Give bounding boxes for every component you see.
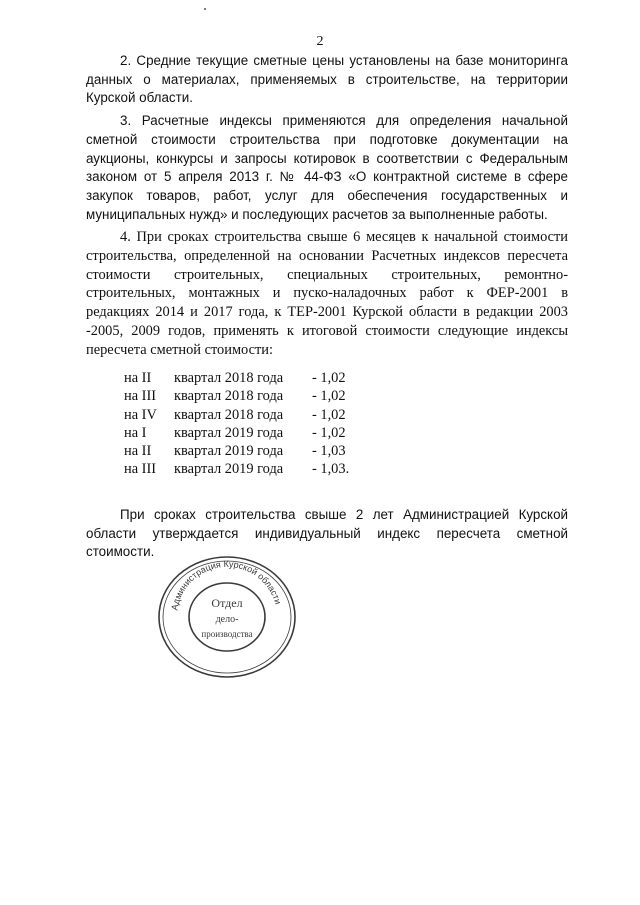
index-row: [124, 442, 372, 460]
index-value: - 1,02: [312, 424, 346, 441]
index-value: - 1,02: [312, 370, 346, 386]
stamp-ring-text: Администрация Курской области: [169, 558, 284, 612]
index-row: [124, 406, 372, 424]
index-row: [124, 369, 372, 387]
index-prefix: на IV: [124, 406, 157, 423]
index-row: [124, 387, 372, 405]
index-prefix: на II: [124, 370, 152, 386]
index-prefix: на I: [124, 424, 147, 441]
stamp-inner-line-1: Отдел: [211, 596, 243, 610]
index-value: - 1,02: [312, 406, 346, 423]
index-row: [124, 424, 372, 442]
indices-list: [124, 369, 372, 479]
index-value: - 1,02: [312, 388, 346, 405]
paragraph-2: 2. Средние текущие сметные цены установлены на базе мониторинга данных о материалах, применяемых в строительстве, на территории Курской области.: [86, 53, 568, 106]
index-value: - 1,03.: [312, 461, 350, 478]
index-prefix: на II: [124, 443, 152, 460]
stamp-inner-line-2: дело-: [215, 614, 239, 625]
closing-paragraph: При сроках строительства свыше 2 лет Администрацией Курской области утверждается индивидуальный индекс пересчета сметной стоимости.: [86, 507, 568, 560]
index-quarter: квартал 2019 года: [174, 461, 284, 478]
index-quarter: квартал 2018 года: [174, 388, 284, 405]
index-quarter: квартал 2019 года: [174, 443, 284, 460]
paragraph-3: 3. Расчетные индексы применяются для определения начальной сметной стоимости строительства при подготовке документации на аукционы, конкурсы и запросы котировок в соответствии с Федеральным законом от 5 апреля 2013 г. № 44-ФЗ «О контрактной системе в сфере закупок товаров, работ, услуг для обеспечения государственных и муниципальных нужд» и последующих расчетов за выполненные работы.: [86, 113, 568, 222]
index-row: [124, 460, 372, 478]
paragraph-4: 4. При сроках строительства свыше 6 месяцев к начальной стоимости строительства, определенной на основании Расчетных индексов пересчета стоимости строительных, специальных строительных, ремонтно-строительных, монтажных и пуско-наладочных работ к ФЕР-2001 в редакциях 2014 и 2017 года, к ТЕР-2001 Курской области в редакции 2003 -2005, 2009 годов, применять к итоговой стоимости следующие индексы пересчета сметной стоимости:: [86, 229, 568, 358]
index-quarter: квартал 2018 года: [174, 370, 284, 386]
document-body: [86, 52, 568, 363]
indices-table: [124, 369, 372, 479]
index-prefix: на III: [124, 388, 157, 405]
stamp-inner-line-3: производства: [201, 629, 253, 639]
official-stamp: [156, 554, 298, 680]
index-prefix: на III: [124, 461, 157, 478]
scan-speck: [204, 8, 206, 10]
page-number: 2: [316, 34, 324, 49]
index-quarter: квартал 2018 года: [174, 406, 284, 423]
index-quarter: квартал 2019 года: [174, 424, 284, 441]
index-value: - 1,03: [312, 443, 346, 460]
stamp-seal-graphic: [156, 554, 298, 680]
